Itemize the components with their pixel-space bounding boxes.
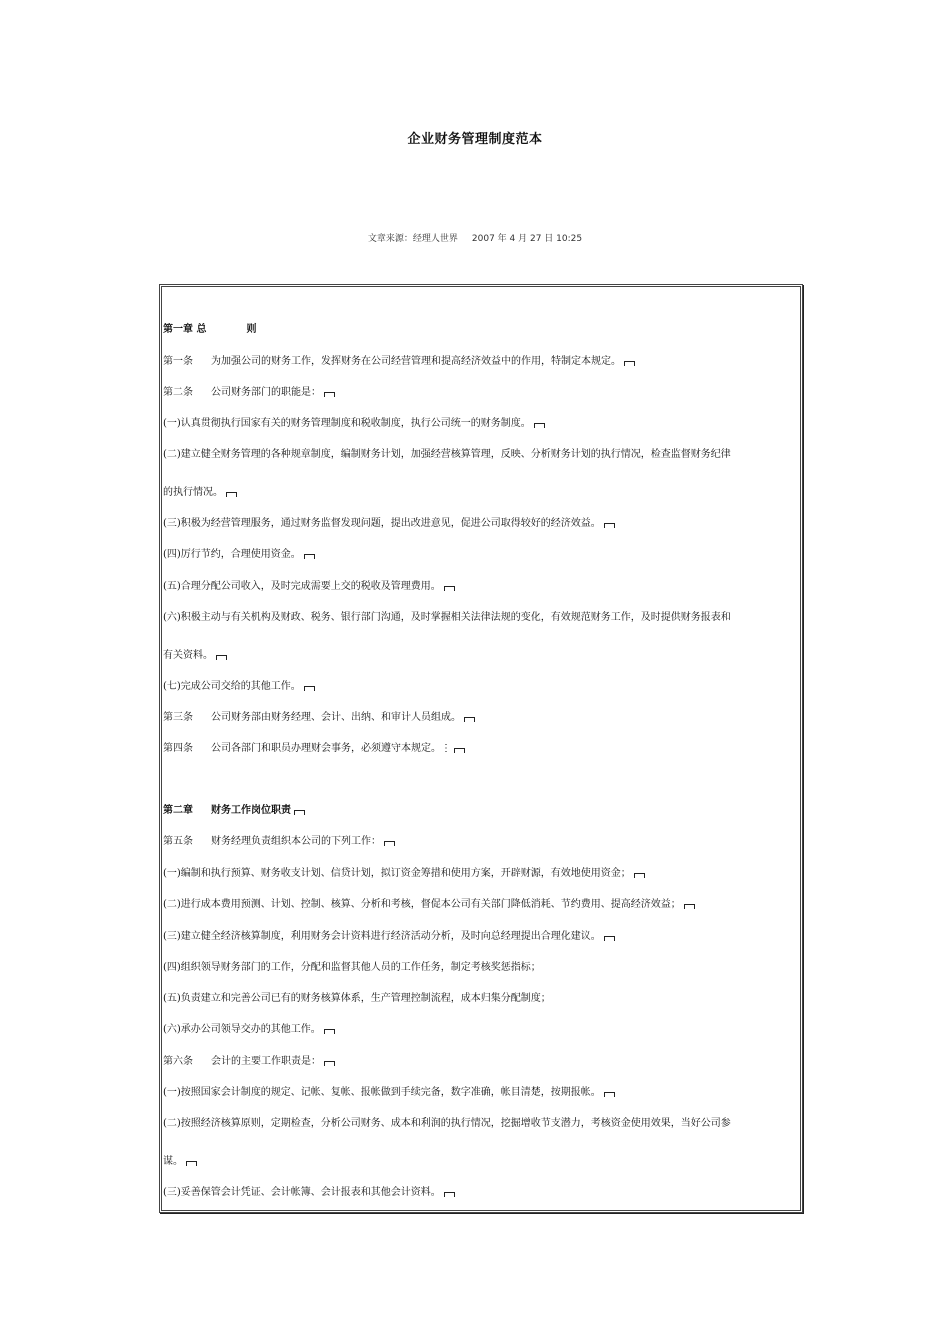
paragraph-mark-icon [624,361,635,366]
paragraph-mark-icon [324,1061,335,1066]
paragraph-mark-icon [216,655,227,660]
list-item-continuation: 的执行情况。 [163,487,237,499]
document-title: 企业财务管理制度范本 [407,132,543,147]
paragraph-mark-icon [324,392,335,397]
list-item: (三)建立健全经济核算制度，利用财务会计资料进行经济活动分析，及时向总经理提出合理化建议。 [163,931,615,943]
article: 第二条 公司财务部门的职能是： [163,387,335,399]
paragraph-mark-icon [604,523,615,528]
paragraph-mark-icon [384,841,395,846]
paragraph-mark-icon [604,1092,615,1097]
paragraph-mark-icon [304,554,315,559]
list-item: (三)妥善保管会计凭证、会计帐簿、会计报表和其他会计资料。 [163,1187,455,1199]
paragraph-mark-icon [444,1192,455,1197]
article: 第五条 财务经理负责组织本公司的下列工作： [163,836,395,848]
list-item: (四)厉行节约，合理使用资金。 [163,549,315,561]
list-item: (一)编制和执行预算、财务收支计划、信贷计划，拟订资金筹措和使用方案，开辟财源，有效地使用资金； [163,868,645,880]
paragraph-mark-icon [444,586,455,591]
list-item: (七)完成公司交给的其他工作。 [163,681,315,693]
paragraph-mark-icon [226,492,237,497]
paragraph-mark-icon [604,936,615,941]
list-item: (一)认真贯彻执行国家有关的财务管理制度和税收制度，执行公司统一的财务制度。 [163,418,545,430]
list-item: (一)按照国家会计制度的规定、记帐、复帐、报帐做到手续完备，数字准确，帐目清楚，按期报帐。 [163,1087,615,1099]
list-item: (三)积极为经营管理服务，通过财务监督发现问题，提出改进意见，促进公司取得较好的经济效益。 [163,518,615,530]
document-meta [0,231,950,244]
list-item: (二)按照经济核算原则，定期检查，分析公司财务、成本和利润的执行情况，挖掘增收节支潜力，考核资金使用效果，当好公司参 [163,1118,731,1129]
paragraph-mark-icon [534,423,545,428]
list-item-continuation: 有关资料。 [163,650,227,662]
article: 第四条 公司各部门和职员办理财会事务，必须遵守本规定。⋮ [163,743,465,755]
list-item: (六)积极主动与有关机构及财政、税务、银行部门沟通，及时掌握相关法律法规的变化，有效规范财务工作，及时提供财务报表和 [163,612,731,623]
chapter-heading: 第二章 财务工作岗位职责 [163,805,305,817]
paragraph-mark-icon [684,904,695,909]
list-item-continuation: 谋。 [163,1156,197,1168]
paragraph-mark-icon [186,1161,197,1166]
publish-datetime: 2007 年 4 月 27 日 10:25 [471,234,583,244]
list-item: (五)负责建立和完善公司已有的财务核算体系，生产管理控制流程，成本归集分配制度； [163,993,551,1004]
paragraph-mark-icon [454,748,465,753]
list-item: (四)组织领导财务部门的工作，分配和监督其他人员的工作任务，制定考核奖惩指标； [163,962,541,973]
source-label: 文章来源：经理人世界 [367,234,458,244]
paragraph-mark-icon [294,810,305,815]
paragraph-mark-icon [324,1029,335,1034]
paragraph-mark-icon [304,686,315,691]
list-item: (二)进行成本费用预测、计划、控制、核算、分析和考核，督促本公司有关部门降低消耗、节约费用、提高经济效益； [163,899,695,911]
chapter-heading: 第一章 总 则 [163,324,257,335]
paragraph-mark-icon [464,717,475,722]
list-item: (六)承办公司领导交办的其他工作。 [163,1024,335,1036]
list-item: (二)建立健全财务管理的各种规章制度，编制财务计划，加强经营核算管理，反映、分析财务计划的执行情况，检查监督财务纪律 [163,449,731,460]
article: 第六条 会计的主要工作职责是： [163,1056,335,1068]
list-item: (五)合理分配公司收入，及时完成需要上交的税收及管理费用。 [163,581,455,593]
article: 第三条 公司财务部由财务经理、会计、出纳、和审计人员组成。 [163,712,475,724]
article: 第一条 为加强公司的财务工作，发挥财务在公司经营管理和提高经济效益中的作用，特制定本规定。 [163,356,635,368]
paragraph-mark-icon [634,873,645,878]
